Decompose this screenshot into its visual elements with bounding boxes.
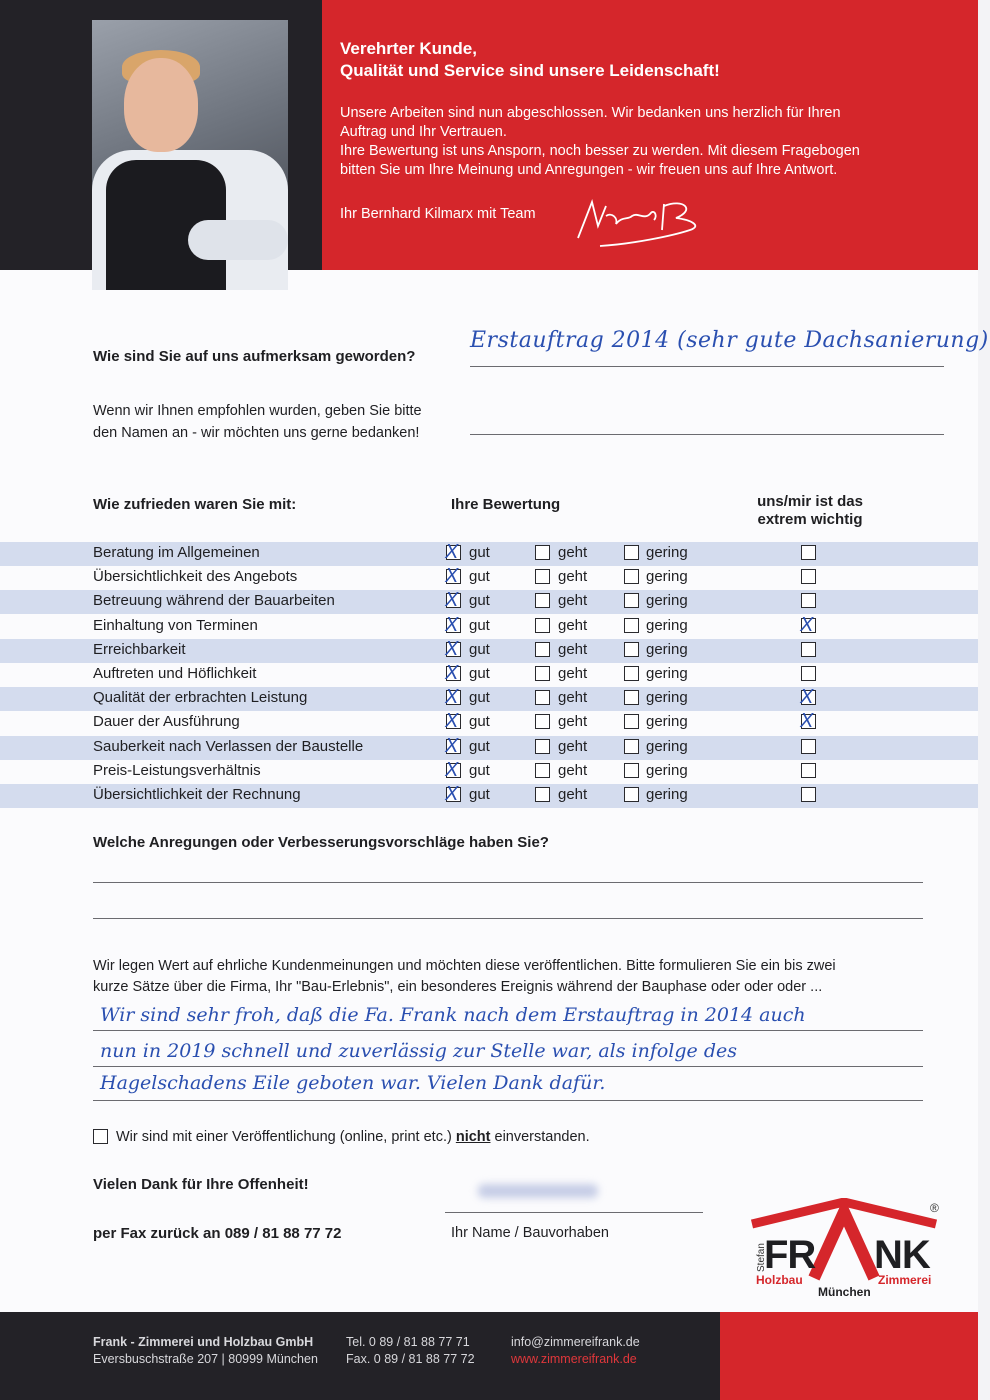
checkmark: X: [800, 710, 814, 733]
checkbox-gering[interactable]: [624, 787, 639, 802]
checkbox-gering[interactable]: [624, 714, 639, 729]
checkmark: X: [445, 710, 459, 733]
checkbox-important[interactable]: [800, 710, 816, 733]
fax-instruction: per Fax zurück an 089 / 81 88 77 72: [93, 1225, 342, 1242]
option-label-geht: geht: [558, 544, 588, 561]
rating-row-label: Übersichtlichkeit der Rechnung: [93, 786, 301, 803]
logo-left-word: Holzbau: [756, 1273, 803, 1287]
rating-row-label: Übersichtlichkeit des Angebots: [93, 568, 298, 586]
checkbox-important[interactable]: [801, 666, 816, 681]
checkbox-geht[interactable]: [535, 739, 550, 754]
checkbox-important[interactable]: [801, 593, 816, 608]
option-label-gering: gering: [646, 640, 688, 658]
rating-row: [0, 687, 978, 711]
question-suggestions: Welche Anregungen oder Verbesserungsvorschläge haben Sie?: [93, 834, 549, 851]
checkbox-important[interactable]: [801, 569, 816, 584]
logo-city: München: [818, 1285, 871, 1299]
option-label-gering: gering: [646, 761, 688, 779]
footer-red-block: [720, 1312, 978, 1400]
logo-registered: ®: [930, 1201, 939, 1215]
checkbox-gut[interactable]: [445, 637, 461, 660]
owner-photo: [92, 20, 288, 290]
option-label-gut: gut: [469, 737, 490, 755]
option-label-geht: geht: [558, 761, 588, 779]
footer-contact: [511, 1334, 640, 1368]
answer-line: [470, 366, 944, 367]
checkmark: X: [445, 637, 459, 660]
checkbox-gering[interactable]: [624, 642, 639, 657]
rating-row: [0, 590, 978, 614]
handwritten-line-2[interactable]: nun in 2019 schnell und zuverlässig zur Stelle war, als infolge des: [100, 1040, 737, 1062]
checkbox-geht[interactable]: [535, 690, 550, 705]
option-label-gut: gut: [469, 640, 490, 658]
rating-row: [0, 663, 978, 687]
checkbox-important[interactable]: [801, 739, 816, 754]
checkmark: X: [800, 613, 814, 636]
rating-row-label: Qualität der erbrachten Leistung: [93, 689, 308, 707]
rating-heading-rating: Ihre Bewertung: [451, 496, 561, 513]
checkbox-gut[interactable]: [445, 589, 461, 612]
footer: [0, 1312, 720, 1400]
name-line[interactable]: [445, 1212, 703, 1213]
signoff: Ihr Bernhard Kilmarx mit Team: [340, 206, 536, 222]
option-label-gering: gering: [646, 665, 688, 682]
option-label-geht: geht: [558, 786, 588, 803]
option-label-geht: geht: [558, 640, 588, 658]
suggestion-line-2[interactable]: [93, 918, 923, 919]
logo-fr: FR: [764, 1233, 816, 1277]
logo-nk: NK: [874, 1233, 930, 1277]
checkmark: X: [445, 565, 459, 588]
option-label-geht: geht: [558, 689, 588, 707]
recommendation-input-line[interactable]: [470, 434, 944, 435]
footer-email[interactable]: info@zimmereifrank.de: [511, 1335, 640, 1349]
checkbox-geht[interactable]: [535, 545, 550, 560]
rating-heading-topic: Wie zufrieden waren Sie mit:: [93, 496, 297, 513]
option-label-gut: gut: [469, 544, 490, 561]
rating-row: [0, 760, 978, 784]
name-label: Ihr Name / Bauvorhaben: [451, 1225, 609, 1241]
rating-row-label: Betreuung während der Bauarbeiten: [93, 592, 335, 610]
checkbox-important[interactable]: [801, 545, 816, 560]
thanks-text: Vielen Dank für Ihre Offenheit!: [93, 1176, 309, 1193]
rating-row: [0, 615, 978, 639]
consent-checkbox[interactable]: [93, 1129, 108, 1144]
footer-website[interactable]: www.zimmereifrank.de: [511, 1352, 637, 1366]
answer-source[interactable]: Erstauftrag 2014 (sehr gute Dachsanierung): [470, 328, 989, 353]
checkbox-geht[interactable]: [535, 787, 550, 802]
checkmark: X: [445, 589, 459, 612]
checkbox-gering[interactable]: [624, 569, 639, 584]
checkbox-geht[interactable]: [535, 714, 550, 729]
publication-text: Wir legen Wert auf ehrliche Kundenmeinungen und möchten diese veröffentlichen. Bitte formulieren Sie ein bis zwei kurze Sätze über die Firma, Ihr "Bau-Erlebnis", ein besonderes Ereignis während der Bauphase oder oder oder ...: [93, 958, 836, 995]
checkbox-geht[interactable]: [535, 618, 550, 633]
checkbox-gering[interactable]: [624, 763, 639, 778]
checkbox-important[interactable]: [801, 642, 816, 657]
option-label-gering: gering: [646, 568, 688, 586]
handwritten-line-3[interactable]: Hagelschadens Eile geboten war. Vielen Dank dafür.: [100, 1072, 606, 1094]
checkmark: X: [445, 686, 459, 709]
rating-row: [0, 542, 978, 566]
checkbox-important[interactable]: [800, 686, 816, 709]
checkbox-important[interactable]: [801, 763, 816, 778]
option-label-gut: gut: [469, 689, 490, 707]
checkbox-gut[interactable]: [445, 662, 461, 684]
suggestion-line-1[interactable]: [93, 882, 923, 883]
checkbox-gering[interactable]: [624, 545, 639, 560]
question-recommendation: Wenn wir Ihnen empfohlen wurden, geben Sie bitte den Namen an - wir möchten uns gerne bedanken!: [93, 403, 422, 441]
header-red-panel: [322, 0, 978, 270]
rating-row-label: Erreichbarkeit: [93, 640, 186, 658]
option-label-geht: geht: [558, 592, 588, 610]
option-label-gut: gut: [469, 786, 490, 803]
checkmark: X: [445, 758, 459, 781]
checkbox-gering[interactable]: [624, 666, 639, 681]
checkbox-gut[interactable]: [445, 710, 461, 733]
footer-company: Frank - Zimmerei und Holzbau GmbH Eversbuschstraße 207 | 80999 München: [93, 1335, 318, 1366]
publication-line-2: [93, 1066, 923, 1067]
rating-row: [0, 784, 978, 808]
rating-row: [0, 566, 978, 590]
option-label-gering: gering: [646, 737, 688, 755]
checkmark: X: [445, 541, 459, 563]
consent-emphasis: nicht: [455, 1129, 491, 1145]
checkbox-gering[interactable]: [624, 618, 639, 633]
rating-row-label: Preis-Leistungsverhältnis: [93, 761, 261, 779]
checkmark: X: [445, 734, 459, 757]
rating-row: [0, 639, 978, 663]
checkmark: X: [445, 783, 459, 805]
option-label-gering: gering: [646, 592, 688, 610]
intro-text: Unsere Arbeiten sind nun abgeschlossen. Wir bedanken uns herzlich für Ihren Auftrag und Ihr Vertrauen. Ihre Bewertung ist uns Ansporn, noch besser zu werden. Mit diesem Fragebogen bitten Sie um Ihre Meinung und Anregungen - wir freuen uns auf Ihre Antwort.: [340, 105, 860, 178]
checkbox-gering[interactable]: [624, 739, 639, 754]
handwritten-signature: [572, 186, 712, 256]
publication-line-3: [93, 1100, 923, 1101]
rating-heading-important: uns/mir ist das extrem wichtig: [757, 493, 863, 528]
checkbox-gut[interactable]: [445, 783, 461, 805]
checkbox-geht[interactable]: [535, 569, 550, 584]
checkmark: X: [445, 662, 459, 684]
question-source: Wie sind Sie auf uns aufmerksam geworden?: [93, 348, 416, 365]
checkbox-gut[interactable]: [445, 758, 461, 781]
option-label-geht: geht: [558, 713, 588, 731]
checkbox-gut[interactable]: [445, 734, 461, 757]
rating-row: [0, 736, 978, 760]
consent-row: Wir sind mit einer Veröffentlichung (online, print etc.) nicht einverstanden.: [93, 1126, 590, 1145]
option-label-gut: gut: [469, 616, 490, 634]
option-label-geht: geht: [558, 737, 588, 755]
rating-row-label: Auftreten und Höflichkeit: [93, 665, 257, 682]
redacted-name: [478, 1184, 598, 1198]
footer-phone: Tel. 0 89 / 81 88 77 71 Fax. 0 89 / 81 88 77 72: [346, 1335, 475, 1366]
option-label-geht: geht: [558, 616, 588, 634]
option-label-gering: gering: [646, 689, 688, 707]
option-label-gut: gut: [469, 761, 490, 779]
option-label-gering: gering: [646, 786, 688, 803]
checkbox-geht[interactable]: [535, 593, 550, 608]
option-label-gering: gering: [646, 713, 688, 731]
option-label-gut: gut: [469, 568, 490, 586]
option-label-gering: gering: [646, 544, 688, 561]
option-label-gut: gut: [469, 665, 490, 682]
checkbox-geht[interactable]: [535, 642, 550, 657]
option-label-gut: gut: [469, 713, 490, 731]
checkbox-important[interactable]: [800, 613, 816, 636]
checkbox-gut[interactable]: [445, 565, 461, 588]
rating-row: [0, 711, 978, 735]
checkbox-important[interactable]: [801, 787, 816, 802]
rating-row-label: Dauer der Ausführung: [93, 713, 240, 731]
checkbox-gut[interactable]: [445, 686, 461, 709]
frank-logo: [748, 1198, 944, 1302]
checkbox-gering[interactable]: [624, 593, 639, 608]
option-label-gut: gut: [469, 592, 490, 610]
logo-right-word: Zimmerei: [878, 1273, 932, 1287]
checkbox-geht[interactable]: [535, 666, 550, 681]
rating-row-label: Einhaltung von Terminen: [93, 616, 258, 634]
checkbox-gut[interactable]: [445, 541, 461, 563]
checkbox-gut[interactable]: [445, 613, 461, 636]
logo-first-name: Stefan: [756, 1243, 767, 1272]
option-label-geht: geht: [558, 665, 588, 682]
rating-row-label: Beratung im Allgemeinen: [93, 544, 260, 561]
option-label-gering: gering: [646, 616, 688, 634]
checkmark: X: [800, 686, 814, 709]
checkbox-geht[interactable]: [535, 763, 550, 778]
option-label-geht: geht: [558, 568, 588, 586]
publication-line-1: [93, 1030, 923, 1031]
checkmark: X: [445, 613, 459, 636]
handwritten-line-1[interactable]: Wir sind sehr froh, daß die Fa. Frank nach dem Erstauftrag in 2014 auch: [100, 1004, 806, 1026]
checkbox-gering[interactable]: [624, 690, 639, 705]
greeting: Verehrter Kunde, Qualität und Service sind unsere Leidenschaft!: [340, 39, 720, 80]
rating-row-label: Sauberkeit nach Verlassen der Baustelle: [93, 737, 364, 755]
